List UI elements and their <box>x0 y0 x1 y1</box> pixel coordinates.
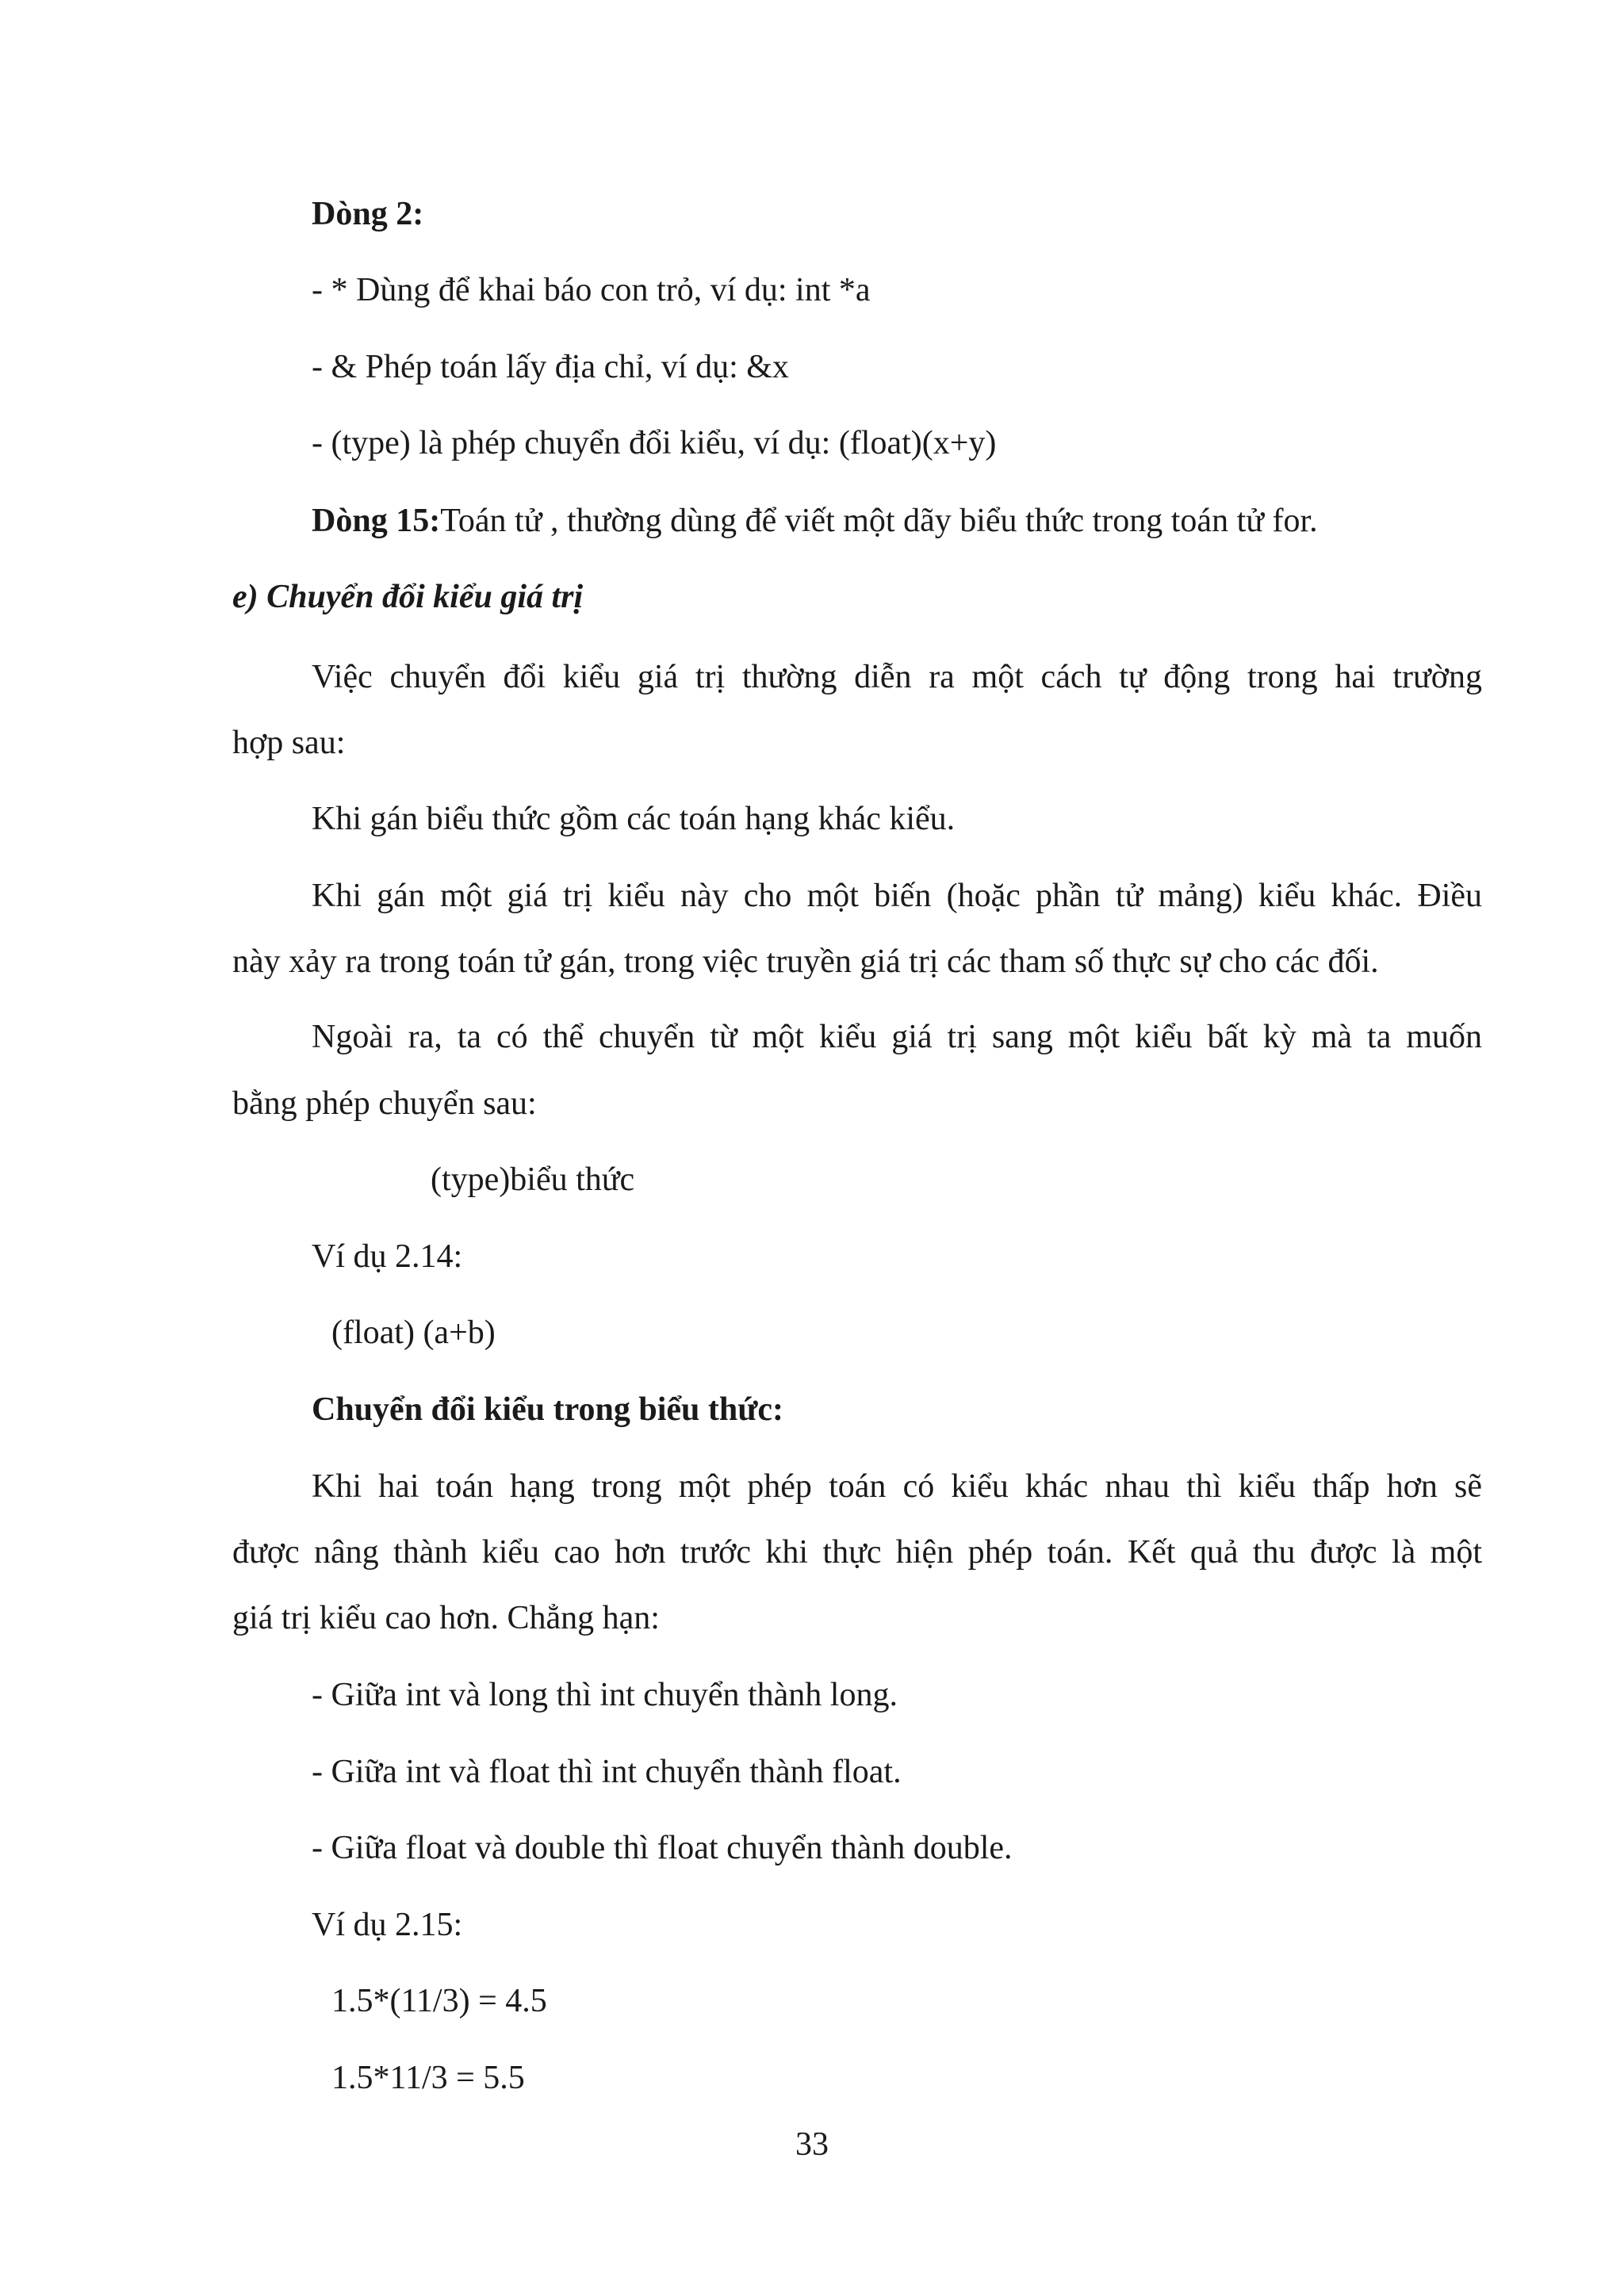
example-2-14-code: (float) (a+b) <box>331 1314 496 1351</box>
subheading-expression-conversion: Chuyển đổi kiểu trong biểu thức: <box>312 1391 784 1428</box>
paragraph-auto-conversion-line-1: Việc chuyển đổi kiểu giá trị thường diễn ra một cách tự động trong hai trường <box>312 659 1482 695</box>
example-2-15-label: Ví dụ 2.15: <box>312 1907 463 1943</box>
example-2-15-line-1: 1.5*(11/3) = 4.5 <box>331 1983 547 2019</box>
line-dong-15 <box>312 501 1318 541</box>
explicit-cast-line-1: Ngoài ra, ta có thể chuyển từ một kiểu giá trị sang một kiểu bất kỳ mà ta muốn <box>312 1019 1482 1055</box>
rule-float-double: - Giữa float và double thì float chuyển thành double. <box>312 1830 1013 1866</box>
paragraph-auto-conversion-line-2: hợp sau: <box>232 725 346 761</box>
case-mixed-operands: Khi gán biểu thức gồm các toán hạng khác kiểu. <box>312 801 956 837</box>
line-type-cast: - (type) là phép chuyển đổi kiểu, ví dụ: (float)(x+y) <box>312 425 997 461</box>
case-assignment-line-1: Khi gán một giá trị kiểu này cho một biến (hoặc phần tử mảng) kiểu khác. Điều <box>312 878 1482 914</box>
example-2-15-line-2: 1.5*11/3 = 5.5 <box>331 2060 525 2096</box>
promotion-paragraph-line-3: giá trị kiểu cao hơn. Chẳng hạn: <box>232 1600 660 1636</box>
rule-int-long: - Giữa int và long thì int chuyển thành long. <box>312 1677 898 1713</box>
dong-15-text: Toán tử , thường dùng để viết một dãy biểu thức trong toán tử for. <box>440 503 1318 539</box>
dong-15-label: Dòng 15: <box>312 503 441 539</box>
cast-syntax: (type)biểu thức <box>431 1161 635 1198</box>
case-assignment-line-2: này xảy ra trong toán tử gán, trong việc truyền giá trị các tham số thực sự cho các đối. <box>232 943 1379 980</box>
promotion-paragraph-line-2: được nâng thành kiểu cao hơn trước khi thực hiện phép toán. Kết quả thu được là một <box>232 1534 1482 1571</box>
page-number: 33 <box>795 2126 829 2163</box>
line-pointer-declaration: - * Dùng để khai báo con trỏ, ví dụ: int *a <box>312 272 871 308</box>
promotion-paragraph-line-1: Khi hai toán hạng trong một phép toán có kiểu khác nhau thì kiểu thấp hơn sẽ <box>312 1468 1482 1505</box>
line-dong-2-heading: Dòng 2: <box>312 196 424 232</box>
rule-int-float: - Giữa int và float thì int chuyển thành float. <box>312 1754 902 1790</box>
explicit-cast-line-2: bằng phép chuyển sau: <box>232 1085 537 1122</box>
line-address-operator: - & Phép toán lấy địa chỉ, ví dụ: &x <box>312 349 789 385</box>
example-2-14-label: Ví dụ 2.14: <box>312 1238 463 1275</box>
section-heading-type-conversion: e) Chuyển đổi kiểu giá trị <box>232 579 584 615</box>
